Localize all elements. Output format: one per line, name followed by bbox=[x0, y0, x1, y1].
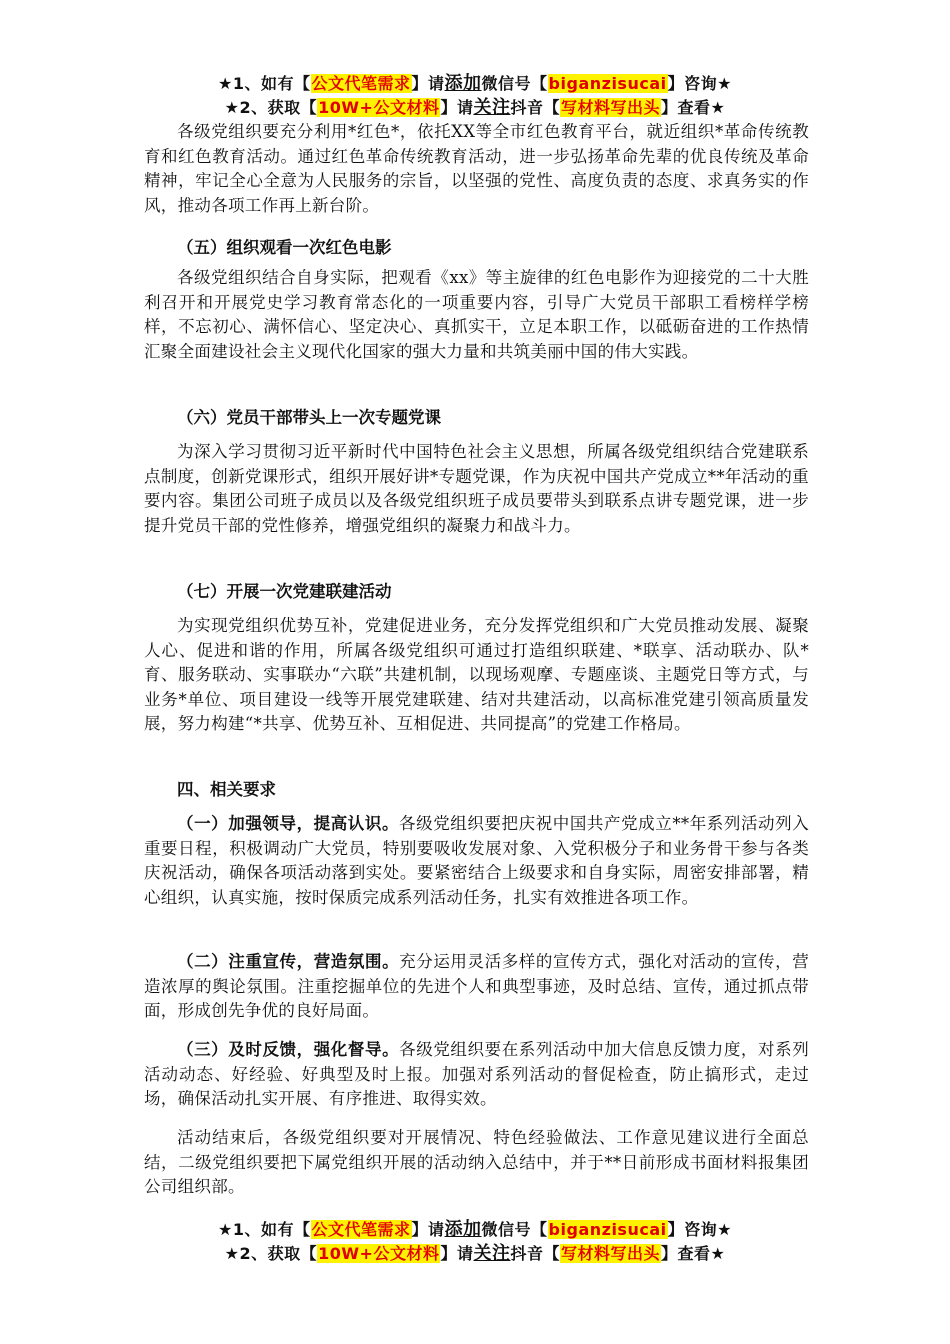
requirements-heading-block bbox=[144, 778, 809, 802]
requirement-text: 充分运用灵活多样的宣传方式，强化对活动的宣传，营造浓厚的舆论氛围。注重挖掘单位的先进个人和典型事迹，及时总结、宣传，通过抓点带面，形成创先争优的良好局面。 bbox=[144, 952, 809, 1020]
section-joint-building-heading bbox=[144, 580, 809, 604]
top-banner bbox=[0, 72, 950, 120]
banner-text: 】咨询★ bbox=[667, 1220, 732, 1239]
requirement-title: （一）加强领导，提高认识。 bbox=[177, 814, 400, 833]
section-summary bbox=[144, 1126, 809, 1200]
paragraph: 各级党组织要充分利用*红色*，依托XX等全市红色教育平台，就近组织*革命传统教育和红色教育活动。通过红色革命传统教育活动，进一步弘扬革命先辈的优良传统及革命精神，牢记全心全意为人民服务的宗旨，以坚强的党性、高度负责的态度、求真务实的作风，推动各项工作再上新台阶。 bbox=[144, 122, 809, 215]
paragraph bbox=[144, 950, 809, 1024]
requirement-text: 各级党组织要在系列活动中加大信息反馈力度，对系列活动动态、好经验、好典型及时上报。加强对系列活动的督促检查，防止搞形式，走过场，确保活动扎实开展、有序推进、取得实效。 bbox=[144, 1040, 809, 1108]
highlight-douyin: 写材料写出头 bbox=[560, 98, 660, 117]
banner-emphasis: 关注 bbox=[473, 97, 511, 118]
requirement-feedback bbox=[144, 1038, 809, 1112]
banner-emphasis: 添加 bbox=[444, 1219, 482, 1240]
requirement-leadership bbox=[144, 812, 809, 910]
section-joint-building bbox=[144, 614, 809, 737]
banner-text: 】请 bbox=[411, 1220, 445, 1239]
section-red-education bbox=[144, 120, 809, 218]
banner-text: 】查看★ bbox=[661, 98, 726, 117]
banner-text: 抖音【 bbox=[510, 1244, 560, 1263]
highlight-wechat-id: biganzisucai bbox=[548, 1220, 667, 1239]
requirement-text: 各级党组织要把庆祝中国共产党成立**年系列活动列入重要日程，积极调动广大党员，特别要吸收发展对象、入党积极分子和业务骨干参与各类庆祝活动，确保各项活动落到实处。要紧密结合上级要求和自身实际，周密安排部署，精心组织，认真实施，按时保质完成系列活动任务，扎实有效推进各项工作。 bbox=[144, 814, 809, 907]
highlight-douyin: 写材料写出头 bbox=[560, 1244, 660, 1263]
banner-text: 】咨询★ bbox=[667, 74, 732, 93]
banner-emphasis: 关注 bbox=[473, 1243, 511, 1264]
paragraph bbox=[144, 1038, 809, 1112]
requirement-publicity bbox=[144, 950, 809, 1024]
banner-text: 微信号【 bbox=[481, 74, 548, 93]
banner-line-2 bbox=[0, 96, 950, 120]
banner-text: 】请 bbox=[440, 98, 474, 117]
banner-text: ★1、如有【 bbox=[218, 74, 311, 93]
highlight-materials: 10W+公文材料 bbox=[318, 98, 440, 117]
paragraph: 活动结束后，各级党组织要对开展情况、特色经验做法、工作意见建议进行全面总结，二级党组织要把下属党组织开展的活动纳入总结中，并于**日前形成书面材料报集团公司组织部。 bbox=[144, 1128, 809, 1196]
section-party-lecture-heading bbox=[144, 406, 809, 430]
highlight-service: 公文代笔需求 bbox=[311, 1220, 411, 1239]
banner-text: ★1、如有【 bbox=[218, 1220, 311, 1239]
banner-text: 】请 bbox=[411, 74, 445, 93]
banner-line-1 bbox=[0, 1218, 950, 1242]
section-heading: （五）组织观看一次红色电影 bbox=[177, 238, 392, 257]
banner-text: 】请 bbox=[440, 1244, 474, 1263]
section-red-movie bbox=[144, 266, 809, 364]
section-heading: （七）开展一次党建联建活动 bbox=[177, 582, 392, 601]
banner-emphasis: 添加 bbox=[444, 73, 482, 94]
banner-line-1 bbox=[0, 72, 950, 96]
requirement-title: （二）注重宣传，营造氛围。 bbox=[177, 952, 400, 971]
highlight-wechat-id: biganzisucai bbox=[548, 74, 667, 93]
bottom-banner bbox=[0, 1218, 950, 1266]
banner-text: 】查看★ bbox=[661, 1244, 726, 1263]
section-heading: （六）党员干部带头上一次专题党课 bbox=[177, 408, 441, 427]
chapter-heading: 四、相关要求 bbox=[177, 780, 276, 799]
banner-text: ★2、获取【 bbox=[224, 98, 318, 117]
section-party-lecture bbox=[144, 440, 809, 538]
paragraph bbox=[144, 812, 809, 910]
section-red-movie-heading bbox=[144, 236, 809, 260]
highlight-materials: 10W+公文材料 bbox=[318, 1244, 440, 1263]
paragraph: 为实现党组织优势互补，党建促进业务，充分发挥党组织和广大党员推动发展、凝聚人心、促进和谐的作用，所属各级党组织可通过打造组织联建、*联享、活动联办、队*育、服务联动、实事联办“六联”共建机制，以现场观摩、专题座谈、主题党日等方式，与业务*单位、项目建设一线等开展党建联建、结对共建活动，以高标准党建引领高质量发展，努力构建“*共享、优势互补、互相促进、共同提高”的党建工作格局。 bbox=[144, 616, 809, 733]
paragraph: 为深入学习贯彻习近平新时代中国特色社会主义思想，所属各级党组织结合党建联系点制度，创新党课形式，组织开展好讲*专题党课，作为庆祝中国共产党成立**年活动的重要内容。集团公司班子成员以及各级党组织班子成员要带头到联系点讲专题党课，进一步提升党员干部的党性修养，增强党组织的凝聚力和战斗力。 bbox=[144, 442, 809, 535]
banner-line-2 bbox=[0, 1242, 950, 1266]
banner-text: ★2、获取【 bbox=[224, 1244, 318, 1263]
banner-text: 抖音【 bbox=[510, 98, 560, 117]
requirement-title: （三）及时反馈，强化督导。 bbox=[177, 1040, 400, 1059]
banner-text: 微信号【 bbox=[481, 1220, 548, 1239]
paragraph: 各级党组织结合自身实际，把观看《xx》等主旋律的红色电影作为迎接党的二十大胜利召开和开展党史学习教育常态化的一项重要内容，引导广大党员干部职工看榜样学榜样，不忘初心、满怀信心、坚定决心、真抓实干，立足本职工作，以砥砺奋进的工作热情汇聚全面建设社会主义现代化国家的强大力量和共筑美丽中国的伟大实践。 bbox=[144, 268, 809, 361]
highlight-service: 公文代笔需求 bbox=[311, 74, 411, 93]
